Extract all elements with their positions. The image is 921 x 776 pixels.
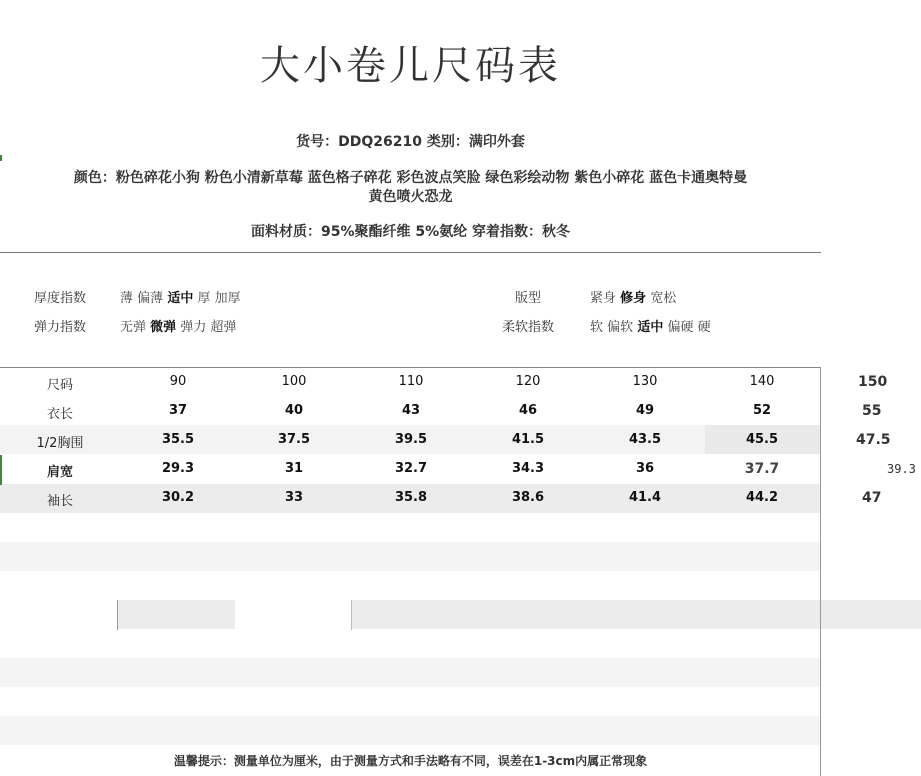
row-label-sleeve: 袖长: [46, 494, 73, 509]
thickness-options: [120, 287, 241, 306]
table-cell: 35.8: [394, 490, 428, 505]
property-option: 微弹: [150, 320, 177, 335]
property-option: 偏薄: [137, 291, 164, 306]
fit-options: [590, 287, 676, 306]
table-cell: 43.5: [628, 432, 662, 447]
empty-row-band: [0, 658, 821, 687]
measurement-note: 温馨提示：测量单位为厘米，由于测量方式和手法略有不同，误差在1-3cm内属正常现象: [173, 754, 648, 768]
row-band: [0, 425, 705, 454]
table-right-rule: [820, 367, 821, 776]
table-cell: 49: [635, 403, 655, 418]
table-cell: 37: [168, 403, 188, 418]
elasticity-label: 弹力指数: [34, 320, 87, 335]
table-cell: 36: [635, 461, 655, 476]
property-option: 硬: [697, 320, 711, 335]
property-option: 软: [590, 320, 604, 335]
extra-cell: 47: [862, 490, 882, 506]
table-cell: 31: [284, 461, 304, 476]
table-cell: 52: [752, 403, 772, 418]
thickness-label: 厚度指数: [34, 291, 87, 306]
size-header-label: 尺码: [46, 378, 73, 393]
empty-row-band: [0, 542, 821, 571]
edge-mark: [0, 455, 2, 485]
section-divider: [0, 252, 821, 253]
property-option: 偏软: [607, 320, 634, 335]
size-header: 130: [632, 374, 658, 389]
softness-options: [590, 316, 711, 335]
property-option: 偏硬: [667, 320, 694, 335]
table-cell: 41.4: [628, 490, 662, 505]
table-cell: 37.7: [744, 461, 780, 477]
row-label-shoulder: 肩宽: [46, 465, 73, 480]
fabric-and-season: 面料材质：95%聚酯纤维 5%氨纶 穿着指数：秋冬: [250, 224, 571, 240]
property-option: 无弹: [120, 320, 147, 335]
table-cell: 30.2: [161, 490, 195, 505]
empty-cell-band: [118, 600, 235, 629]
row-label-half-chest: 1/2胸围: [36, 436, 84, 451]
property-option: 薄: [120, 291, 134, 306]
size-header: 120: [515, 374, 541, 389]
table-cell: 33: [284, 490, 304, 505]
color-list-continued: 黄色喷火恐龙: [368, 189, 453, 205]
size-header: 90: [169, 374, 187, 389]
extra-size-header: 150: [858, 374, 888, 390]
size-header: 140: [749, 374, 775, 389]
cell-rule: [117, 600, 118, 630]
extra-cell: 47.5: [856, 432, 891, 448]
row-label-length: 衣长: [46, 407, 73, 422]
property-option: 弹力: [180, 320, 207, 335]
empty-row-band: [0, 716, 821, 745]
table-cell: 35.5: [161, 432, 195, 447]
table-cell: 44.2: [745, 490, 779, 505]
table-cell: 46: [518, 403, 538, 418]
property-option: 宽松: [650, 291, 677, 306]
property-option: 超弹: [210, 320, 237, 335]
size-header: 110: [398, 374, 424, 389]
extra-cell: 39.3: [887, 462, 916, 476]
table-cell: 40: [284, 403, 304, 418]
table-cell: 39.5: [394, 432, 428, 447]
extra-cell: 55: [862, 403, 882, 419]
table-cell: 29.3: [161, 461, 195, 476]
page-title: 大小卷儿尺码表: [260, 43, 561, 89]
product-code-category: 货号：DDQ26210 类别：满印外套: [296, 134, 525, 150]
table-top-rule: [0, 367, 821, 368]
table-cell: 45.5: [745, 432, 779, 447]
size-header: 100: [281, 374, 307, 389]
table-cell: 34.3: [511, 461, 545, 476]
table-cell: 41.5: [511, 432, 545, 447]
edge-mark: [0, 155, 2, 161]
fit-label: 版型: [515, 291, 542, 306]
table-cell: 38.6: [511, 490, 545, 505]
table-cell: 37.5: [277, 432, 311, 447]
property-option: 厚: [197, 291, 211, 306]
color-list: 颜色：粉色碎花小狗 粉色小清新草莓 蓝色格子碎花 彩色波点笑脸 绿色彩绘动物 紫色小碎花 蓝色卡通奥特曼: [73, 170, 748, 186]
empty-cell-band: [352, 600, 921, 629]
cell-rule: [351, 600, 352, 630]
table-cell: 32.7: [394, 461, 428, 476]
softness-label: 柔软指数: [502, 320, 555, 335]
property-option: 修身: [620, 291, 647, 306]
property-option: 适中: [637, 320, 664, 335]
property-option: 紧身: [590, 291, 617, 306]
property-option: 适中: [167, 291, 194, 306]
property-option: 加厚: [214, 291, 241, 306]
table-cell: 43: [401, 403, 421, 418]
elasticity-options: [120, 316, 236, 335]
